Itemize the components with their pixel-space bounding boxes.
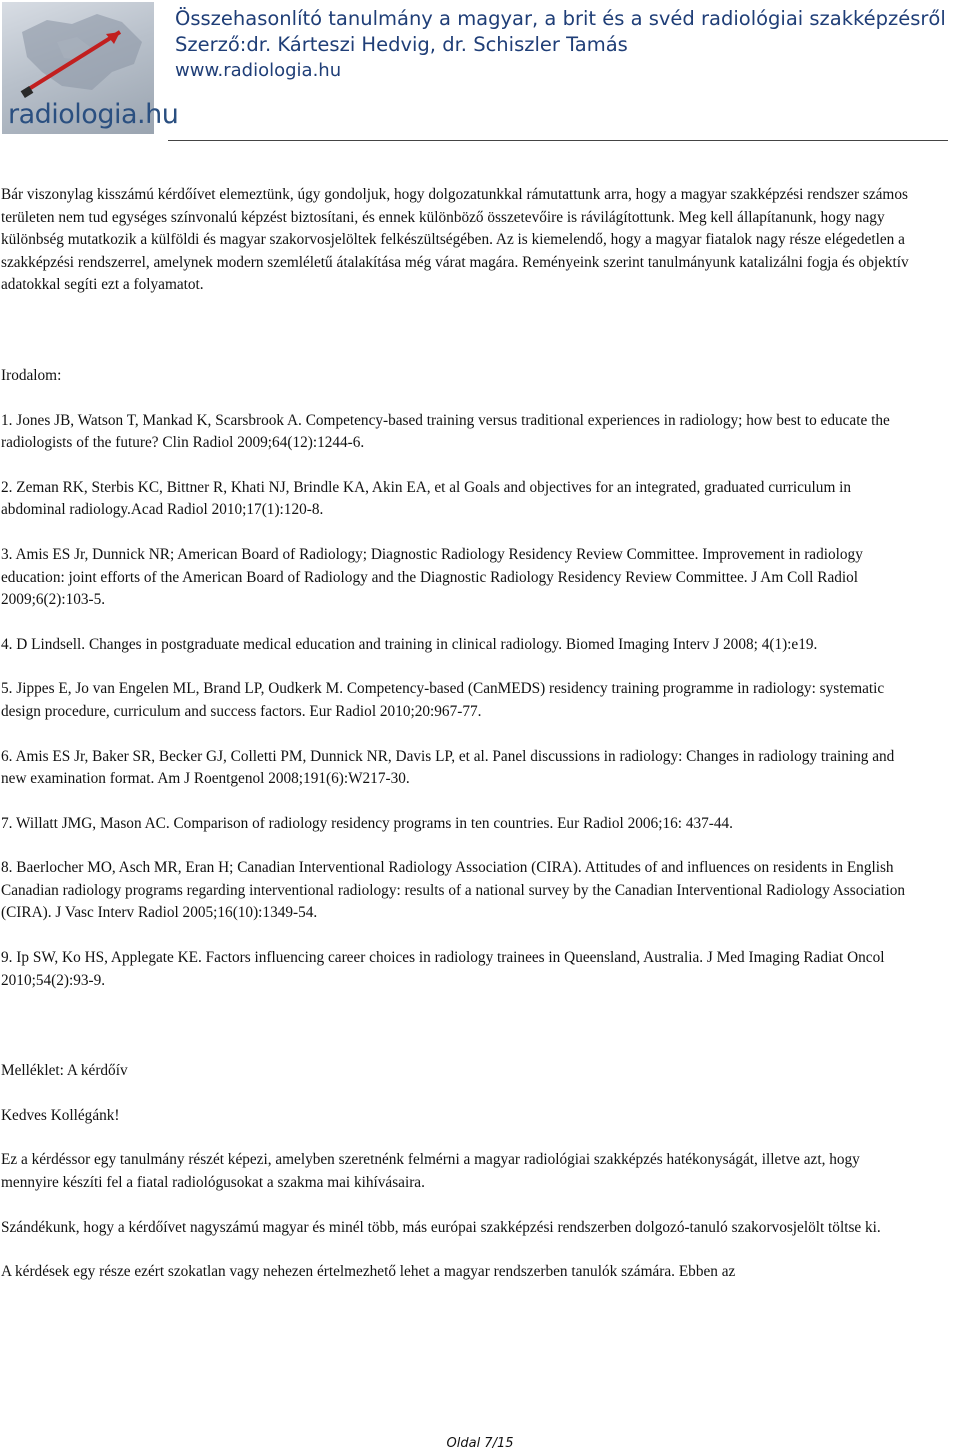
site-logo (2, 2, 179, 134)
document-authors: Szerző:dr. Kárteszi Hedvig, dr. Schiszler Tamás (175, 33, 628, 56)
reference-item: 3. Amis ES Jr, Dunnick NR; American Board of Radiology; Diagnostic Radiology Residency Review Committee. Improvement in radiology education: joint efforts of the American Board of Radiology and the Diagnostic Radiology Residency Review Committee. J Am Coll Radiol 2009;6(2):103-5. (1, 545, 863, 609)
header-divider (168, 140, 948, 141)
reference-item: 5. Jippes E, Jo van Engelen ML, Brand LP, Oudkerk M. Competency-based (CanMEDS) residency training programme in radiology: systematic design procedure, curriculum and success factors. Eur Radiol 2010;20:967-77. (1, 680, 885, 720)
document-title: Összehasonlító tanulmány a magyar, a brit és a svéd radiológiai szakképzésről (175, 7, 946, 30)
page-number: Oldal 7/15 (446, 1436, 514, 1451)
reference-item: 2. Zeman RK, Sterbis KC, Bittner R, Khati NJ, Brindle KA, Akin EA, et al Goals and objectives for an integrated, graduated curriculum in abdominal radiology.Acad Radiol 2010;17(1):120-8. (1, 478, 852, 519)
reference-item: 7. Willatt JMG, Mason AC. Comparison of radiology residency programs in ten countries. Eur Radiol 2006;16: 437-44. (1, 814, 733, 832)
appendix-paragraph: Ez a kérdéssor egy tanulmány részét képezi, amelyben szeretnénk felmérni a magyar radiológiai szakképzés hatékonyságát, illetve azt, hogy mennyire készíti fel a fiatal radiológusokat a szakma mai kihívásaira. (1, 1151, 860, 1192)
reference-item: 9. Ip SW, Ko HS, Applegate KE. Factors influencing career choices in radiology trainees in Queensland, Australia. J Med Imaging Radiat Oncol 2010;54(2):93-9. (1, 949, 885, 989)
appendix-paragraph: A kérdések egy része ezért szokatlan vagy nehezen értelmezhető lehet a magyar rendszerben tanulók számára. Ebben az (1, 1263, 736, 1281)
references-heading: Irodalom: (1, 366, 62, 384)
appendix-heading: Melléklet: A kérdőív (1, 1062, 128, 1080)
appendix-greeting: Kedves Kollégánk! (1, 1106, 120, 1124)
reference-item: 6. Amis ES Jr, Baker SR, Becker GJ, Colletti PM, Dunnick NR, Davis LP, et al. Panel discussions in radiology: Changes in radiology training and new examination format. Am J Roentgenol 2008;191(6):W217-30. (1, 747, 895, 788)
site-link[interactable]: www.radiologia.hu (175, 60, 342, 81)
page-header (175, 6, 955, 84)
reference-item: 8. Baerlocher MO, Asch MR, Eran H; Canadian Interventional Radiology Association (CIRA). Attitudes of and influences on residents in English Canadian radiology programs regarding interventional radiology: results of a national survey by the Canadian Interventional Radiology Association (CIRA). J Vasc Interv Radiol 2005;16(10):1349-54. (1, 859, 905, 922)
logo-text: radiologia.hu (8, 99, 179, 130)
appendix-paragraph: Szándékunk, hogy a kérdőívet nagyszámú magyar és minél több, más európai szakképzési rendszerben dolgozó-tanuló szakorvosjelölt töltse ki. (1, 1218, 881, 1236)
reference-item: 1. Jones JB, Watson T, Mankad K, Scarsbrook A. Competency-based training versus traditional experiences in radiology; how best to educate the radiologists of the future? Clin Radiol 2009;64(12):1244-6. (1, 411, 890, 452)
intro-paragraph: Bár viszonylag kisszámú kérdőívet elemeztünk, úgy gondoljuk, hogy dolgozatunkkal rámutattunk arra, hogy a magyar szakképzési rendszer számos területen nem tud egységes színvonalú képzést biztosítani, és ennek különböző összetevőire is rávilágítottunk. Meg kell állapítanunk, hogy nagy különbség mutatkozik a külföldi és magyar szakorvosjelöltek felkészültségében. Az is kiemelendő, hogy a magyar fiatalok nagy része elégedetlen a szakképzési rendszerrel, amelynek modern szemléletű átalakítása még várat magára. Reményeink szerint tanulmányunk katalizálni fogja és objektív adatokkal segíti ezt a folyamatot. (1, 186, 909, 294)
reference-item: 4. D Lindsell. Changes in postgraduate medical education and training in clinical radiology. Biomed Imaging Interv J 2008; 4(1):e19. (1, 635, 818, 653)
document-body (1, 184, 919, 1284)
